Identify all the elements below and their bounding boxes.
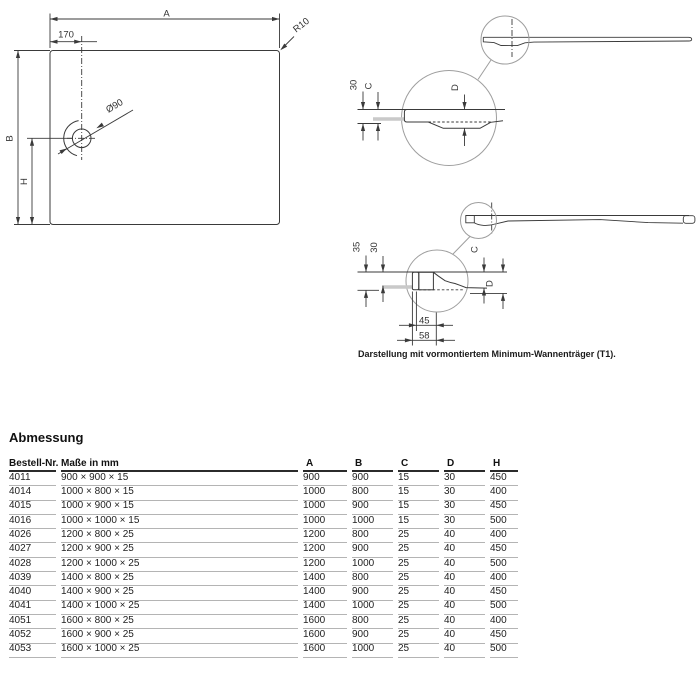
table-cell: 400 xyxy=(490,529,518,543)
table-cell: 30 xyxy=(444,501,485,515)
table-cell: 15 xyxy=(398,501,439,515)
table-cell: 400 xyxy=(490,486,518,500)
table-cell: 1000 xyxy=(352,601,393,615)
table-cell: 1400 xyxy=(303,601,347,615)
support-block-right xyxy=(683,216,695,224)
table-cell: 25 xyxy=(398,543,439,557)
table-cell: 15 xyxy=(398,486,439,500)
table-cell: 400 xyxy=(490,615,518,629)
order-number-cell: 4014 xyxy=(9,486,56,500)
support-block-left xyxy=(466,216,475,223)
table-cell: 40 xyxy=(444,644,485,658)
dim-label-H: H xyxy=(19,178,30,185)
detail-circle-small xyxy=(481,16,529,64)
column-header: Bestell-Nr. xyxy=(9,458,56,472)
dim-label-30: 30 xyxy=(369,242,380,253)
section-drawing-support xyxy=(350,178,700,348)
column-header: A xyxy=(303,458,347,472)
table-cell: 900 xyxy=(352,543,393,557)
table-cell: 1000 × 900 × 15 xyxy=(61,501,298,515)
table-row xyxy=(9,472,518,486)
dim-label-C: C xyxy=(469,246,481,253)
table-cell: 1600 xyxy=(303,644,347,658)
table-cell: 900 xyxy=(352,472,393,486)
table-body xyxy=(9,472,518,658)
table-row xyxy=(9,515,518,529)
table-cell: 25 xyxy=(398,615,439,629)
table-cell: 1000 × 800 × 15 xyxy=(61,486,298,500)
order-number-cell: 4052 xyxy=(9,629,56,643)
section-drawing-flush xyxy=(350,0,700,175)
table-cell: 500 xyxy=(490,515,518,529)
table-cell: 900 xyxy=(352,629,393,643)
dim-label-58: 58 xyxy=(419,330,430,342)
table-cell: 1200 × 800 × 25 xyxy=(61,529,298,543)
table-row xyxy=(9,543,518,557)
table-cell: 1600 xyxy=(303,629,347,643)
top-view-drawing xyxy=(0,0,345,240)
dimensions-table xyxy=(9,458,518,658)
table-cell: 450 xyxy=(490,629,518,643)
table-cell: 25 xyxy=(398,586,439,600)
table-cell: 1000 xyxy=(303,515,347,529)
table-cell: 450 xyxy=(490,501,518,515)
detail-circle-large xyxy=(402,71,497,166)
table-cell: 30 xyxy=(444,472,485,486)
table-cell: 800 xyxy=(352,486,393,500)
table-cell: 40 xyxy=(444,572,485,586)
order-number-cell: 4039 xyxy=(9,572,56,586)
table-cell: 1200 × 900 × 25 xyxy=(61,543,298,557)
tray-rim xyxy=(412,272,418,290)
table-cell: 1200 xyxy=(303,543,347,557)
table-cell: 25 xyxy=(398,529,439,543)
table-row xyxy=(9,586,518,600)
table-cell: 15 xyxy=(398,472,439,486)
table-cell: 900 × 900 × 15 xyxy=(61,472,298,486)
table-row xyxy=(9,615,518,629)
table-cell: 40 xyxy=(444,629,485,643)
dim-label-45: 45 xyxy=(419,315,430,327)
table-cell: 1600 xyxy=(303,615,347,629)
dim-label-D: D xyxy=(450,84,461,91)
table-cell: 30 xyxy=(444,486,485,500)
figure-caption: Darstellung mit vormontiertem Minimum-Wannenträger (T1). xyxy=(358,349,616,359)
magnified-profile xyxy=(404,110,503,129)
tray-profile xyxy=(483,37,691,45)
column-header: H xyxy=(490,458,518,472)
dim-label-170: 170 xyxy=(58,29,74,41)
table-row xyxy=(9,572,518,586)
table-header-row xyxy=(9,458,518,472)
table-cell: 900 xyxy=(352,501,393,515)
table-cell: 450 xyxy=(490,472,518,486)
order-number-cell: 4026 xyxy=(9,529,56,543)
column-header: Maße in mm xyxy=(61,458,298,472)
table-cell: 40 xyxy=(444,529,485,543)
dim-label-R10: R10 xyxy=(291,15,312,36)
table-cell: 800 xyxy=(352,529,393,543)
dim-label-30: 30 xyxy=(348,79,360,91)
table-heading: Abmessung xyxy=(9,430,84,445)
support-block-magnified xyxy=(419,272,434,290)
dim-label-A: A xyxy=(163,8,170,20)
table-row xyxy=(9,558,518,572)
table-cell: 25 xyxy=(398,558,439,572)
table-cell: 1400 xyxy=(303,572,347,586)
table-cell: 25 xyxy=(398,644,439,658)
table-cell: 1000 xyxy=(352,644,393,658)
table-cell: 900 xyxy=(303,472,347,486)
table-cell: 40 xyxy=(444,558,485,572)
table-cell: 800 xyxy=(352,572,393,586)
table-cell: 1000 × 1000 × 15 xyxy=(61,515,298,529)
table-cell: 1000 xyxy=(303,501,347,515)
table-cell: 1600 × 900 × 25 xyxy=(61,629,298,643)
table-cell: 500 xyxy=(490,601,518,615)
table-cell: 500 xyxy=(490,558,518,572)
table-row xyxy=(9,601,518,615)
table-cell: 25 xyxy=(398,629,439,643)
dim-label-35: 35 xyxy=(351,241,363,253)
table-row xyxy=(9,486,518,500)
table-row xyxy=(9,644,518,658)
dim-label-drain-diameter: Ø90 xyxy=(104,97,126,116)
table-cell: 1200 xyxy=(303,529,347,543)
table-cell: 1600 × 1000 × 25 xyxy=(61,644,298,658)
table-cell: 1000 xyxy=(352,515,393,529)
table-cell: 40 xyxy=(444,615,485,629)
column-header: D xyxy=(444,458,485,472)
dim-label-D: D xyxy=(484,280,496,287)
table-cell: 25 xyxy=(398,601,439,615)
table-cell: 25 xyxy=(398,572,439,586)
table-cell: 30 xyxy=(444,515,485,529)
table-cell: 1200 xyxy=(303,558,347,572)
table-cell: 900 xyxy=(352,586,393,600)
order-number-cell: 4053 xyxy=(9,644,56,658)
table-cell: 1400 × 900 × 25 xyxy=(61,586,298,600)
tray-outline xyxy=(50,51,280,225)
table-row xyxy=(9,529,518,543)
table-cell: 400 xyxy=(490,572,518,586)
order-number-cell: 4041 xyxy=(9,601,56,615)
table-cell: 450 xyxy=(490,586,518,600)
table-cell: 1000 xyxy=(303,486,347,500)
table-cell: 1400 × 800 × 25 xyxy=(61,572,298,586)
order-number-cell: 4015 xyxy=(9,501,56,515)
dim-label-C: C xyxy=(363,82,375,90)
order-number-cell: 4051 xyxy=(9,615,56,629)
order-number-cell: 4027 xyxy=(9,543,56,557)
table-cell: 40 xyxy=(444,543,485,557)
table-cell: 1600 × 800 × 25 xyxy=(61,615,298,629)
table-cell: 1400 xyxy=(303,586,347,600)
table-cell: 800 xyxy=(352,615,393,629)
table-cell: 40 xyxy=(444,586,485,600)
order-number-cell: 4028 xyxy=(9,558,56,572)
table-row xyxy=(9,629,518,643)
table-row xyxy=(9,501,518,515)
column-header: B xyxy=(352,458,393,472)
table-cell: 1000 xyxy=(352,558,393,572)
table-cell: 1400 × 1000 × 25 xyxy=(61,601,298,615)
table-cell: 15 xyxy=(398,515,439,529)
order-number-cell: 4040 xyxy=(9,586,56,600)
dim-label-B: B xyxy=(4,135,16,142)
order-number-cell: 4011 xyxy=(9,472,56,486)
table-cell: 450 xyxy=(490,543,518,557)
detail-circle-large xyxy=(406,250,468,312)
order-number-cell: 4016 xyxy=(9,515,56,529)
table-cell: 500 xyxy=(490,644,518,658)
table-cell: 40 xyxy=(444,601,485,615)
column-header: C xyxy=(398,458,439,472)
table-cell: 1200 × 1000 × 25 xyxy=(61,558,298,572)
